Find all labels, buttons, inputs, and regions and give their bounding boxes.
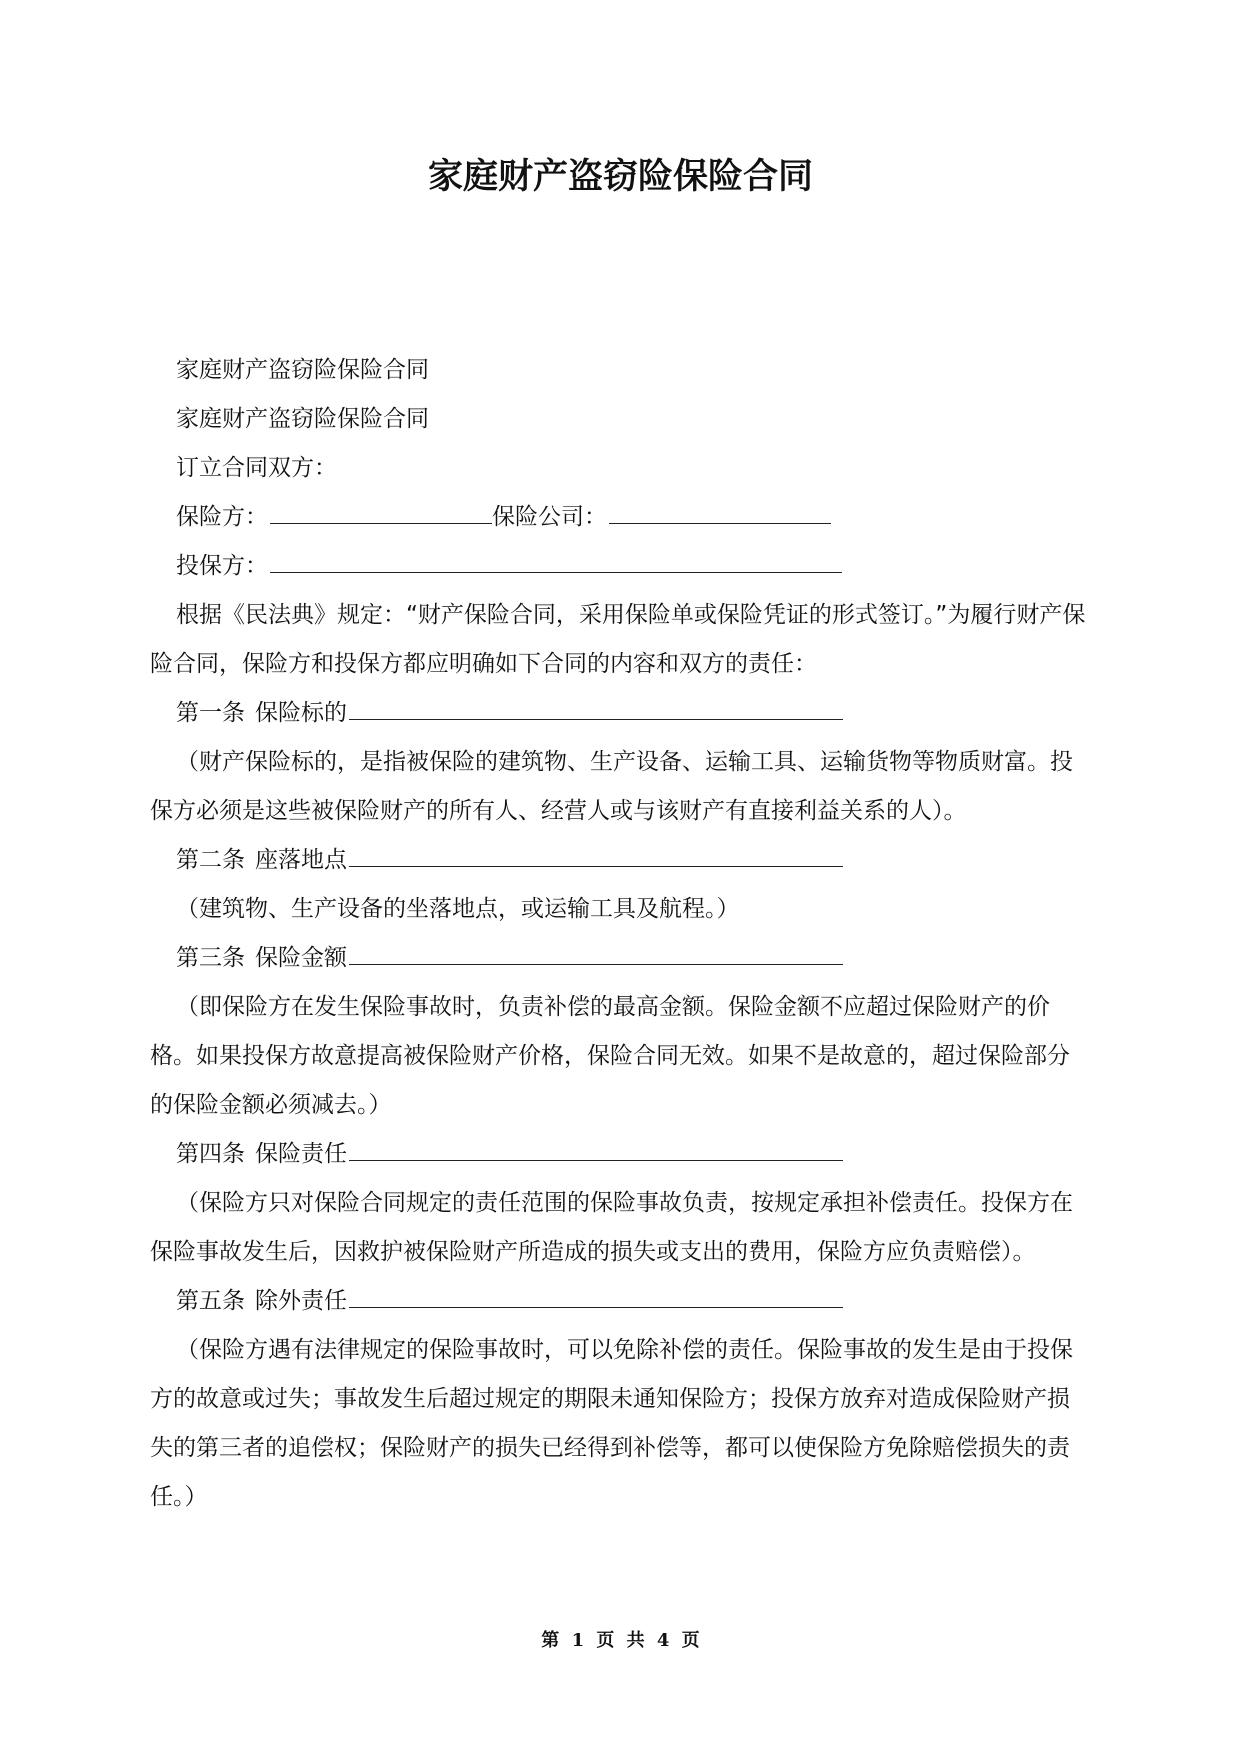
document-body [150, 346, 1090, 1522]
document-title: 家庭财产盗窃险保险合同 [427, 157, 813, 197]
article-heading [150, 1277, 1090, 1326]
article-heading [150, 689, 1090, 738]
article-note: （保险方只对保险合同规定的责任范围的保险事故负责，按规定承担补偿责任。投保方在保险事故发生后，因救护被保险财产所造成的损失或支出的费用，保险方应负责赔偿）。 [150, 1190, 1073, 1265]
page-footer: 第 1 页 共 4 页 [541, 1630, 700, 1651]
parties-heading: 订立合同双方： [176, 455, 337, 481]
article-number: 第五条 [176, 1288, 245, 1314]
article-note: （保险方遇有法律规定的保险事故时，可以免除补偿的责任。保险事故的发生是由于投保方的故意或过失；事故发生后超过规定的期限未通知保险方；投保方放弃对造成保险财产损失的第三者的追偿权；保险财产的损失已经得到补偿等，都可以使保险方免除赔偿损失的责任。） [150, 1337, 1073, 1510]
article-heading [150, 836, 1090, 885]
article-note: （建筑物、生产设备的坐落地点，或运输工具及航程。） [176, 896, 740, 922]
article-blank [349, 1277, 843, 1308]
article-name: 保险标的 [255, 700, 347, 726]
article-blank [349, 689, 843, 720]
article-note: （即保险方在发生保险事故时，负责补偿的最高金额。保险金额不应超过保险财产的价格。如果投保方故意提高被保险财产价格，保险合同无效。如果不是故意的，超过保险部分的保险金额必须减去。） [150, 994, 1070, 1118]
article-blank [349, 934, 843, 965]
article-blank [349, 836, 843, 867]
insurer-company-label: 保险公司： [492, 504, 607, 530]
article-name: 除外责任 [255, 1288, 347, 1314]
intro-paragraph: 根据《民法典》规定：“财产保险合同，采用保险单或保险凭证的形式签订。”为履行财产保险合同，保险方和投保方都应明确如下合同的内容和双方的责任： [150, 602, 1086, 677]
policyholder-line [150, 542, 1090, 591]
article-blank [349, 1130, 843, 1161]
article-number: 第一条 [176, 700, 245, 726]
article-note: （财产保险标的，是指被保险的建筑物、生产设备、运输工具、运输货物等物质财富。投保方必须是这些被保险财产的所有人、经营人或与该财产有直接利益关系的人）。 [150, 749, 1073, 824]
article-name: 座落地点 [255, 847, 347, 873]
policyholder-label: 投保方： [176, 553, 268, 579]
subtitle-line: 家庭财产盗窃险保险合同 [176, 406, 429, 432]
article-number: 第三条 [176, 945, 245, 971]
insurer-company-blank [609, 493, 831, 524]
insurer-line [150, 493, 1090, 542]
article-name: 保险责任 [255, 1141, 347, 1167]
article-name: 保险金额 [255, 945, 347, 971]
subtitle-line: 家庭财产盗窃险保险合同 [176, 357, 429, 383]
insurer-blank [270, 493, 492, 524]
article-number: 第四条 [176, 1141, 245, 1167]
article-heading [150, 1130, 1090, 1179]
article-heading [150, 934, 1090, 983]
insurer-label: 保险方： [176, 504, 268, 530]
policyholder-blank [270, 542, 842, 573]
article-number: 第二条 [176, 847, 245, 873]
